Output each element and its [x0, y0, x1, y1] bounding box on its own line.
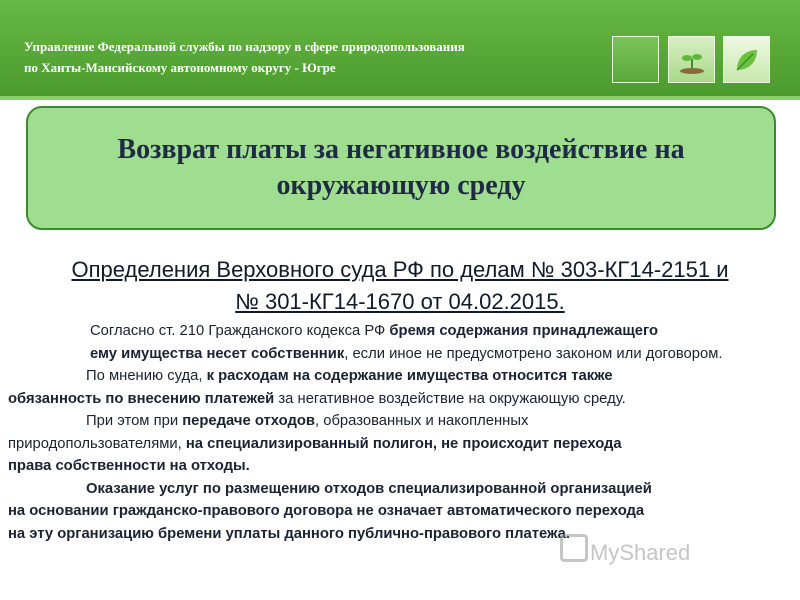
header-image-green — [612, 36, 659, 83]
bold-run: на основании гражданско-правового договора не означает автоматического перехода — [8, 503, 645, 519]
text-run: природопользователями, — [8, 435, 186, 452]
bold-run: к расходам на содержание имущества относится также — [206, 368, 613, 384]
paragraph-1 — [8, 320, 793, 365]
bold-run: бремя содержания принадлежащего — [389, 323, 659, 339]
bold-run: Оказание услуг по размещению отходов специализированной организацией — [86, 480, 652, 497]
seedling-icon — [677, 45, 707, 75]
text-run: При этом при — [86, 413, 183, 429]
header-divider — [0, 96, 800, 100]
text-run: , образованных и накопленных — [315, 413, 529, 429]
slide-title-line-1: Возврат платы за негативное воздействие на — [117, 134, 685, 165]
bold-run: права собственности на отходы. — [8, 458, 250, 474]
text-run: По мнению суда, — [86, 368, 207, 384]
paragraph-2-cont — [8, 388, 793, 411]
watermark: MyShared — [590, 540, 691, 565]
watermark-logo-icon — [560, 534, 588, 562]
court-rulings-heading-line-2: № 301-КГ14-1670 от 04.02.2015. — [235, 289, 565, 314]
header-image-leaf — [723, 36, 770, 83]
body-text — [8, 320, 793, 545]
bold-run: ему имущества несет собственник — [90, 345, 345, 362]
organization-name — [24, 36, 594, 78]
paragraph-2 — [8, 365, 793, 388]
paragraph-3 — [8, 410, 793, 433]
slide-title-box — [26, 106, 776, 230]
bold-run: на специализированный полигон, не происходит перехода — [185, 435, 622, 452]
leaf-icon — [731, 44, 763, 76]
court-rulings-heading — [10, 254, 790, 318]
organization-line-2: по Ханты-Мансийскому автономному округу - Югре — [24, 60, 336, 75]
text-run: за негативное воздействие на окружающую среду. — [274, 390, 626, 407]
bold-run: обязанность по внесению платежей — [8, 390, 275, 407]
slide-title — [117, 132, 684, 204]
text-run: Согласно ст. 210 Гражданского кодекса РФ — [90, 323, 390, 339]
paragraph-4-cont — [8, 500, 793, 545]
bold-run: на эту организацию бремени уплаты данного публично-правового платежа. — [8, 525, 571, 542]
court-rulings-heading-line-1: Определения Верховного суда РФ по делам № 303-КГ14-2151 и — [71, 257, 729, 282]
header-image-seedling — [668, 36, 715, 83]
organization-line-1: Управление Федеральной службы по надзору в сфере природопользования — [24, 39, 465, 54]
bold-run: передаче отходов — [182, 413, 315, 429]
paragraph-3-cont — [8, 433, 793, 478]
text-run: , если иное не предусмотрено законом или договором. — [344, 345, 723, 362]
slide-title-line-2: окружающую среду — [276, 170, 526, 201]
paragraph-4 — [8, 478, 793, 501]
